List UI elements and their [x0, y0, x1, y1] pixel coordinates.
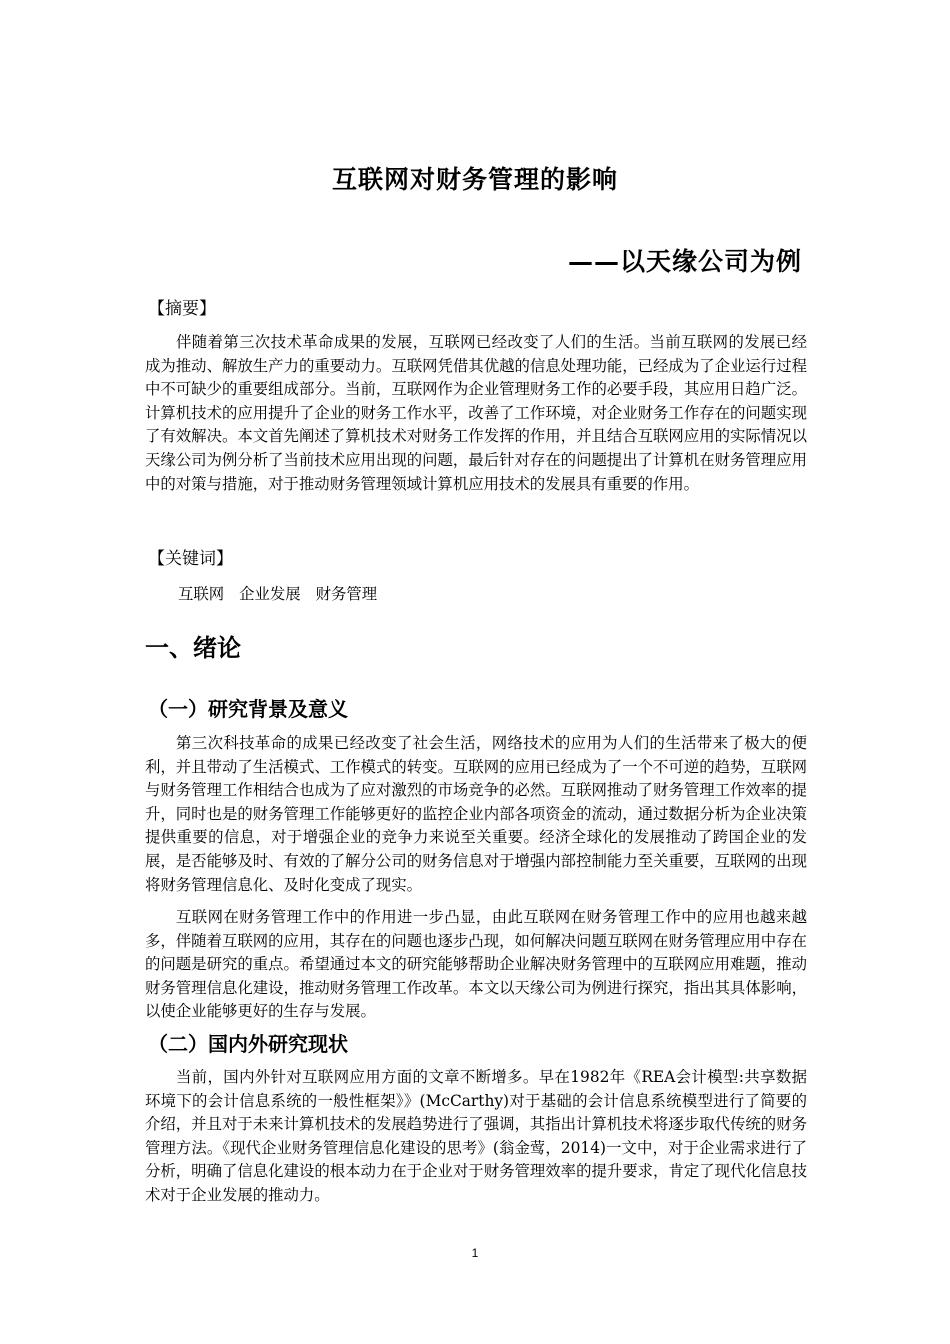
document-title: 互联网对财务管理的影响 [331, 165, 618, 194]
section-heading-introduction: 一、绪论 [145, 634, 241, 662]
paragraph-background-2: 互联网在财务管理工作中的作用进一步凸显，由此互联网在财务管理工作中的应用也越来越多，伴随着互联网的应用，其存在的问题也逐步凸现，如何解决问题互联网在财务管理应用中存在的问题是研究的重点。希望通过本文的研究能够帮助企业解决财务管理中的互联网应用难题，推动财务管理信息化建设，推动财务管理工作改革。本文以天缘公司为例进行探究，指出其具体影响，以使企业能够更好的生存与发展。 [145, 908, 807, 1021]
abstract-text: 伴随着第三次技术革命成果的发展，互联网已经改变了人们的生活。当前互联网的发展已经成为推动、解放生产力的重要动力。互联网凭借其优越的信息处理功能，已经成为了企业运行过程中不可缺少的重要组成部分。当前，互联网作为企业管理财务工作的必要手段，其应用日趋广泛。计算机技术的应用提升了企业的财务工作水平，改善了工作环境，对企业财务工作存在的问题实现了有效解决。本文首先阐述了算机技术对财务工作发挥的作用，并且结合互联网应用的实际情况以天缘公司为例分析了当前技术应用出现的问题，最后针对存在的问题提出了计算机在财务管理应用中的对策与措施，对于推动财务管理领域计算机应用技术的发展具有重要的作用。 [145, 333, 807, 493]
keywords-list [178, 582, 387, 604]
keyword-item: 企业发展 [239, 585, 301, 603]
subsection-heading-research-status: （二）国内外研究现状 [148, 1032, 348, 1056]
keyword-item: 财务管理 [315, 585, 378, 603]
abstract-label: 【摘要】 [148, 299, 216, 319]
keyword-item: 互联网 [178, 585, 225, 603]
document-subtitle: ——以天缘公司为例 [567, 247, 802, 276]
keywords-label: 【关键词】 [148, 549, 233, 569]
page-number: 1 [471, 1246, 479, 1260]
paragraph-research-status: 当前，国内外针对互联网应用方面的文章不断增多。早在1982年《REA会计模型:共享数据环境下的会计信息系统的一般性框架》》(McCarthy)对于基础的会计信息系统模型进行了简要的介绍，并且对于未来计算机技术的发展趋势进行了强调，其指出计算机技术将逐步取代传统的财务管理方法。《现代企业财务管理信息化建设的思考》(翁金莺，2014)一文中，对于企业需求进行了分析，明确了信息化建设的根本动力在于企业对于财务管理效率的提升要求，肯定了现代化信息技术对于企业发展的推动力。 [145, 1068, 807, 1204]
subsection-heading-background: （一）研究背景及意义 [148, 697, 348, 721]
paragraph-background-1: 第三次科技革命的成果已经改变了社会生活，网络技术的应用为人们的生活带来了极大的便利，并且带动了生活模式、工作模式的转变。互联网的应用已经成为了一个不可逆的趋势，互联网与财务管理工作相结合也成为了应对激烈的市场竞争的必然。互联网推动了财务管理工作效率的提升，同时也是的财务管理工作能够更好的监控企业内部各项资金的流动，通过数据分析为企业决策提供重要的信息，对于增强企业的竞争力来说至关重要。经济全球化的发展推动了跨国企业的发展，是否能够及时、有效的了解分公司的财务信息对于增强内部控制能力至关重要，互联网的出现将财务管理信息化、及时化变成了现实。 [145, 734, 807, 894]
